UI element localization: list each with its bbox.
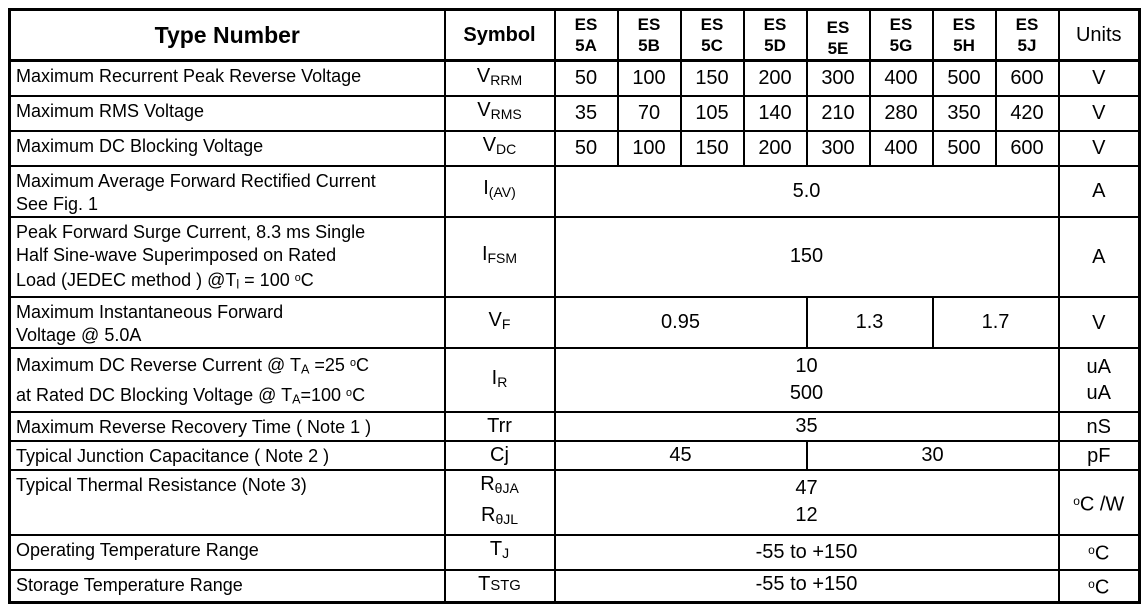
row-label: Maximum RMS Voltage (10, 96, 445, 131)
symbol-cell: $R_{\theta JA}$ $R_{\theta JL}$ (445, 470, 555, 534)
header-row (10, 10, 1140, 61)
unit-cell: uA uA (1059, 348, 1140, 412)
unit-cell: $^o$C /W (1059, 470, 1140, 534)
symbol-cell: $I_{(AV)}$ (445, 166, 555, 217)
col-header-es5h: ES 5H (933, 10, 996, 61)
value-cell: 47 12 (555, 470, 1059, 534)
row-label: Maximum Instantaneous Forward Voltage @ 5.0A (10, 297, 445, 348)
value-cell: 1.3 (807, 297, 933, 348)
value-cell: -55 to +150 (555, 535, 1059, 570)
value-cell: 30 (807, 441, 1059, 470)
value-cell: 600 (996, 61, 1059, 96)
value-cell: 50 (555, 131, 618, 166)
value-cell: 500 (933, 131, 996, 166)
value-cell: 10 500 (555, 348, 1059, 412)
value-cell: 1.7 (933, 297, 1059, 348)
value-cell: 50 (555, 61, 618, 96)
unit-cell: pF (1059, 441, 1140, 470)
unit-cell: $^o$C (1059, 535, 1140, 570)
value-cell: 200 (744, 61, 807, 96)
col-header-es5e: ES 5E (807, 10, 870, 61)
row-label: Maximum Average Forward Rectified Current See Fig. 1 (10, 166, 445, 217)
spec-row-ifsm (10, 217, 1140, 298)
unit-cell: V (1059, 131, 1140, 166)
col-header-es5d: ES 5D (744, 10, 807, 61)
unit-cell: V (1059, 96, 1140, 131)
spec-row-iav (10, 166, 1140, 217)
value-cell: 100 (618, 131, 681, 166)
value-cell: 280 (870, 96, 933, 131)
value-cell: 35 (555, 412, 1059, 441)
col-header-es5g: ES 5G (870, 10, 933, 61)
value-cell: 200 (744, 131, 807, 166)
spec-row-tstg (10, 570, 1140, 603)
spec-row-vdc (10, 131, 1140, 166)
col-header-symbol: Symbol (445, 10, 555, 61)
value-cell: 150 (681, 61, 744, 96)
symbol-cell: $I_R$ (445, 348, 555, 412)
spec-row-vf (10, 297, 1140, 348)
spec-row-tj (10, 535, 1140, 570)
value-cell: 600 (996, 131, 1059, 166)
symbol-cell: Trr (445, 412, 555, 441)
value-cell: 0.95 (555, 297, 807, 348)
unit-cell: $^o$C (1059, 570, 1140, 603)
value-cell: 350 (933, 96, 996, 131)
row-label: Typical Thermal Resistance (Note 3) (10, 470, 445, 534)
value-cell: 140 (744, 96, 807, 131)
col-header-type-number: Type Number (10, 10, 445, 61)
value-cell: 100 (618, 61, 681, 96)
col-header-units: Units (1059, 10, 1140, 61)
value-cell: 45 (555, 441, 807, 470)
row-label: Maximum Recurrent Peak Reverse Voltage (10, 61, 445, 96)
value-cell: 500 (933, 61, 996, 96)
spec-table (8, 8, 1141, 604)
value-cell: 150 (555, 217, 1059, 298)
value-cell: 300 (807, 61, 870, 96)
symbol-cell: Cj (445, 441, 555, 470)
symbol-cell: $T_J$ (445, 535, 555, 570)
value-cell: 70 (618, 96, 681, 131)
col-header-es5j: ES 5J (996, 10, 1059, 61)
unit-cell: V (1059, 61, 1140, 96)
value-cell: 105 (681, 96, 744, 131)
symbol-cell: $V_F$ (445, 297, 555, 348)
col-header-es5b: ES 5B (618, 10, 681, 61)
symbol-cell: TSTG (445, 570, 555, 603)
spec-row-ir (10, 348, 1140, 412)
value-cell: -55 to +150 (555, 570, 1059, 603)
spec-row-cj (10, 441, 1140, 470)
value-cell: 35 (555, 96, 618, 131)
col-header-es5a: ES 5A (555, 10, 618, 61)
symbol-cell: $V_{RRM}$ (445, 61, 555, 96)
value-cell: 150 (681, 131, 744, 166)
unit-cell: A (1059, 166, 1140, 217)
spec-row-vrrm (10, 61, 1140, 96)
symbol-cell: $V_{DC}$ (445, 131, 555, 166)
value-cell: 300 (807, 131, 870, 166)
row-label: Peak Forward Surge Current, 8.3 ms Single Half Sine-wave Superimposed on Rated Load (JEDEC method ) $@T_l = 100$ $^o$C (10, 217, 445, 298)
value-cell: 5.0 (555, 166, 1059, 217)
symbol-cell: $I_{FSM}$ (445, 217, 555, 298)
unit-cell: V (1059, 297, 1140, 348)
row-label: Maximum DC Reverse Current @ $T_A =25$ $^o$C at Rated DC Blocking Voltage @ $T_A=100$ $^o$C (10, 348, 445, 412)
spec-row-trr (10, 412, 1140, 441)
row-label: Maximum DC Blocking Voltage (10, 131, 445, 166)
value-cell: 400 (870, 131, 933, 166)
row-label: Operating Temperature Range (10, 535, 445, 570)
value-cell: 420 (996, 96, 1059, 131)
unit-cell: nS (1059, 412, 1140, 441)
row-label: Storage Temperature Range (10, 570, 445, 603)
symbol-cell: $V_{RMS}$ (445, 96, 555, 131)
unit-cell: A (1059, 217, 1140, 298)
value-cell: 210 (807, 96, 870, 131)
spec-row-rtheta (10, 470, 1140, 534)
spec-row-vrms (10, 96, 1140, 131)
value-cell: 400 (870, 61, 933, 96)
row-label: Typical Junction Capacitance ( Note 2 ) (10, 441, 445, 470)
row-label: Maximum Reverse Recovery Time ( Note 1 ) (10, 412, 445, 441)
col-header-es5c: ES 5C (681, 10, 744, 61)
